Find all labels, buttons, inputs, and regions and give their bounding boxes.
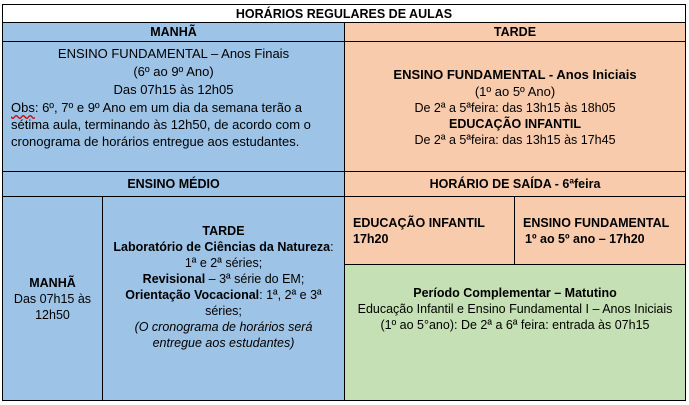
complementar-line2: (1º ao 5°ano): De 2ª a 6ª feira: entrada às 07h15 [380, 318, 650, 332]
infantil-hours: De 2ª a 5ªfeira: das 13h15 às 17h45 [414, 132, 616, 147]
complementar-cell [344, 264, 686, 401]
morning-obs [3, 99, 344, 150]
saida-fundamental-label: ENSINO FUNDAMENTAL [523, 215, 670, 230]
morning-header [2, 22, 345, 42]
morning-hours: Das 07h15 às 12h05 [113, 82, 234, 97]
saida-infantil-time: 17h20 [353, 231, 389, 246]
medio-note: (O cronograma de horários será entregue aos estudantes) [134, 320, 313, 350]
saida-fundamental-time: 1º ao 5º ano – 17h20 [525, 231, 645, 246]
complementar-line1: Educação Infantil e Ensino Fundamental I – Anos Iniciais [357, 302, 673, 316]
obs-text: : 6º, 7º e 9º Ano em um dia da semana terão a sétima aula, terminando às 12h50, de acordo com o cronograma de horários entregue aos estudantes. [11, 100, 311, 149]
saida-infantil [344, 196, 515, 265]
medio-morning-hours: Das 07h15 às 12h50 [13, 291, 92, 322]
afternoon-content [344, 41, 686, 172]
infantil-heading: EDUCAÇÃO INFANTIL [449, 116, 581, 131]
revisional-label: Revisional [142, 272, 206, 286]
orientacao-label: Orientação Vocacional [125, 288, 260, 302]
saida-infantil-label: EDUCAÇÃO INFANTIL [353, 215, 485, 230]
medio-morning [2, 196, 103, 401]
medio-lab [111, 239, 336, 271]
orientacao-detail: : 1ª, 2ª e 3ª séries; [205, 288, 322, 318]
medio-orientacao [111, 287, 336, 319]
morning-header-text: MANHÃ [150, 25, 197, 39]
saida-header [344, 171, 686, 197]
morning-content [2, 41, 345, 172]
complementar-heading: Período Complementar – Matutino [413, 286, 617, 300]
medio-header-text: ENSINO MÉDIO [127, 177, 220, 191]
morning-grades: (6º ao 9º Ano) [133, 64, 214, 79]
saida-header-text: HORÁRIO DE SAÍDA - 6ªfeira [429, 177, 601, 191]
medio-header [2, 171, 345, 197]
afternoon-hours: De 2ª a 5ªfeira: das 13h15 às 18h05 [414, 100, 616, 115]
medio-tarde [102, 196, 345, 401]
medio-morning-label: MANHÃ [29, 275, 76, 290]
afternoon-header-text: TARDE [493, 25, 537, 39]
table-title-text: HORÁRIOS REGULARES DE AULAS [235, 6, 453, 21]
morning-heading: ENSINO FUNDAMENTAL – Anos Finais [57, 46, 290, 61]
obs-label: Obs [11, 100, 35, 115]
revisional-detail: – 3ª série do EM; [205, 272, 305, 286]
saida-fundamental [514, 196, 686, 265]
medio-revisional [143, 271, 305, 287]
afternoon-header [344, 22, 686, 42]
afternoon-grades: (1º ao 5º Ano) [474, 83, 556, 99]
medio-tarde-label: TARDE [202, 224, 245, 238]
lab-detail: : 1ª e 2ª séries; [184, 240, 334, 270]
lab-label: Laboratório de Ciências da Natureza [113, 240, 331, 254]
table-title [2, 4, 686, 23]
afternoon-heading: ENSINO FUNDAMENTAL - Anos Iniciais [393, 66, 637, 82]
